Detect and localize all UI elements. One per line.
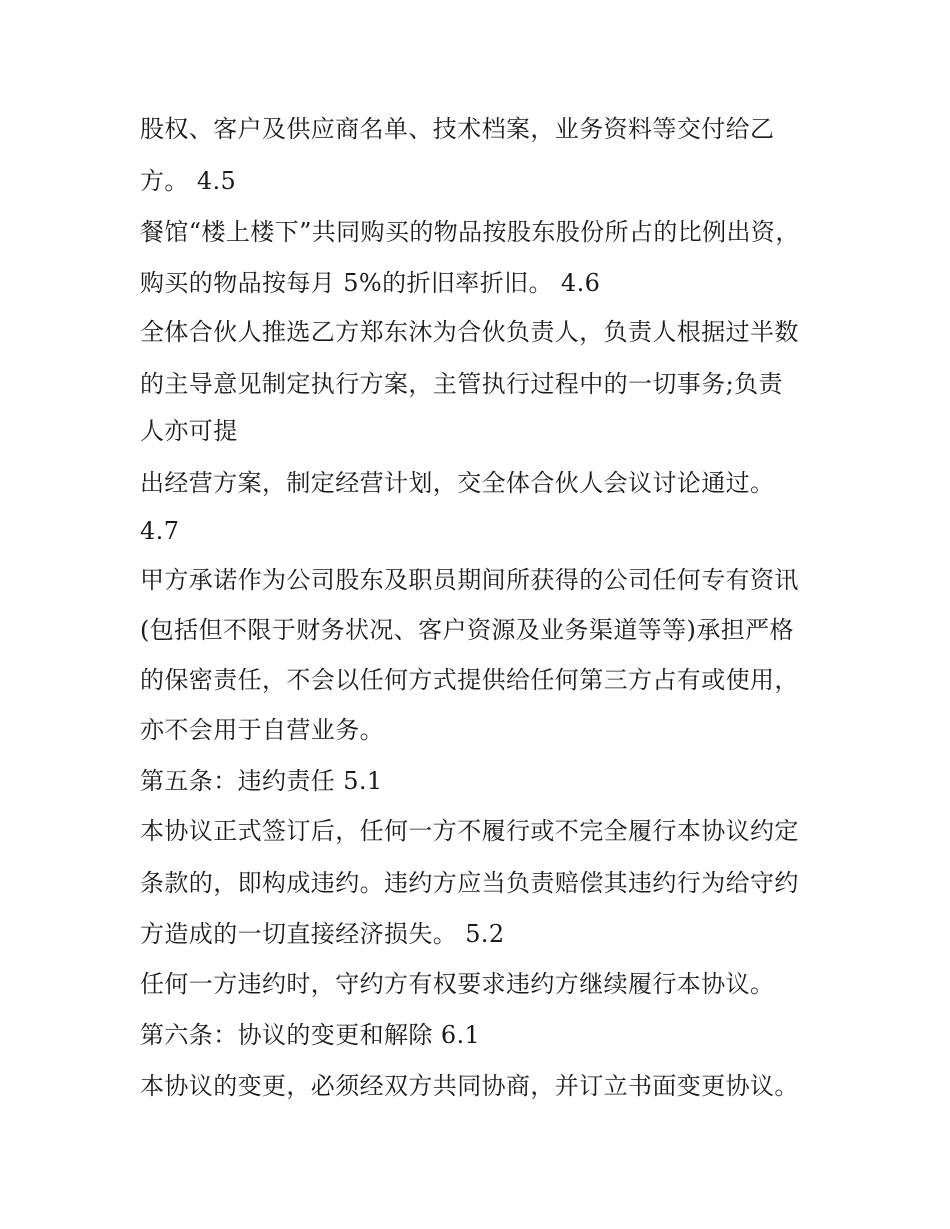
text-line: 人亦可提 bbox=[140, 417, 238, 445]
text-line: 餐馆“楼上楼下”共同购买的物品按股东股份所占的比例出资， bbox=[140, 218, 800, 246]
text-line: 方。 4.5 bbox=[140, 167, 237, 195]
text-line: 本协议正式签订后，任何一方不履行或不完全履行本协议约定 bbox=[140, 817, 799, 845]
section-heading: 第五条：违约责任 5.1 bbox=[140, 767, 383, 795]
section-heading: 第六条：协议的变更和解除 6.1 bbox=[140, 1021, 481, 1049]
text-line: 股权、客户及供应商名单、技术档案，业务资料等交付给乙 bbox=[140, 115, 775, 143]
text-line: 任何一方违约时，守约方有权要求违约方继续履行本协议。 bbox=[140, 970, 775, 998]
text-line: 4.7 bbox=[140, 517, 180, 545]
text-line: 的主导意见制定执行方案，主管执行过程中的一切事务;负责 bbox=[140, 370, 783, 398]
text-line: 亦不会用于自营业务。 bbox=[140, 716, 384, 744]
text-line: 的保密责任，不会以任何方式提供给任何第三方占有或使用， bbox=[140, 666, 799, 694]
text-line: 甲方承诺作为公司股东及职员期间所获得的公司任何专有资讯 bbox=[140, 566, 799, 594]
text-line: 购买的物品按每月 5%的折旧率折旧。 4.6 bbox=[140, 269, 601, 297]
text-line: 本协议的变更，必须经双方共同协商，并订立书面变更协议。 bbox=[140, 1072, 799, 1100]
text-line: 方造成的一切直接经济损失。 5.2 bbox=[140, 920, 505, 948]
text-line: 条款的，即构成违约。违约方应当负责赔偿其违约行为给守约 bbox=[140, 869, 799, 897]
text-line: (包括但不限于财务状况、客户资源及业务渠道等等)承担严格 bbox=[140, 616, 794, 644]
text-line: 出经营方案，制定经营计划，交全体合伙人会议讨论通过。 bbox=[140, 469, 775, 497]
text-line: 全体合伙人推选乙方郑东沐为合伙负责人，负责人根据过半数 bbox=[140, 318, 799, 346]
